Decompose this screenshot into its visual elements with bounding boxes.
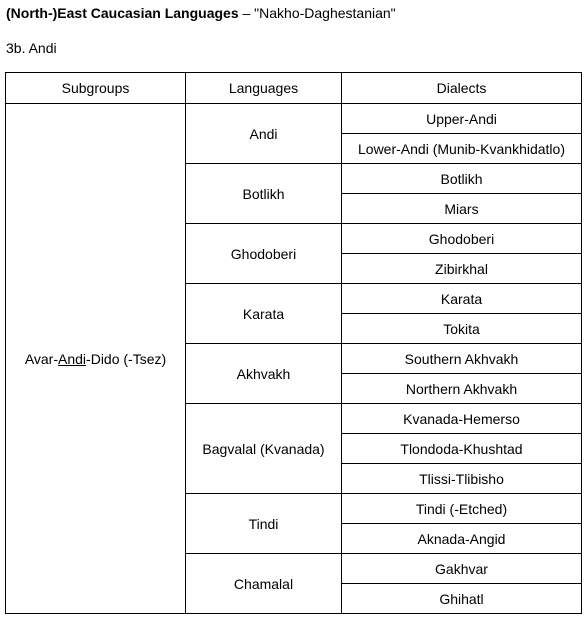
subgroup-text-before: Avar- [24,350,59,367]
dialect-cell: Botlikh [342,164,582,194]
header-subgroups: Subgroups [6,73,186,104]
heading-bold: (North-)East Caucasian Languages [6,5,239,21]
dialect-cell: Tlissi-Tlibisho [342,464,582,494]
dialect-cell: Upper-Andi [342,104,582,134]
section-subheading: 3b. Andi [6,40,57,56]
language-cell: Tindi [186,494,342,554]
language-cell: Akhvakh [186,344,342,404]
subgroup-text-underlined: Andi [58,350,87,367]
dialect-cell: Tokita [342,314,582,344]
language-cell: Chamalal [186,554,342,614]
dialect-cell: Lower-Andi (Munib-Kvankhidatlo) [342,134,582,164]
table-header-row [6,73,582,104]
language-table [5,72,582,614]
dialect-cell: Aknada-Angid [342,524,582,554]
dialect-cell: Miars [342,194,582,224]
header-languages: Languages [186,73,342,104]
language-cell: Botlikh [186,164,342,224]
dialect-cell: Tlondoda-Khushtad [342,434,582,464]
dialect-cell: Ghihatl [342,584,582,614]
page-heading [6,5,396,21]
dialect-cell: Kvanada-Hemerso [342,404,582,434]
dialect-cell: Gakhvar [342,554,582,584]
language-cell: Bagvalal (Kvanada) [186,404,342,494]
language-cell: Andi [186,104,342,164]
subgroup-text-after: -Dido (-Tsez) [86,350,167,367]
dialect-cell: Tindi (-Etched) [342,494,582,524]
dialect-cell: Southern Akhvakh [342,344,582,374]
dialect-cell: Zibirkhal [342,254,582,284]
language-cell: Karata [186,284,342,344]
language-cell: Ghodoberi [186,224,342,284]
table-row [6,104,582,134]
dialect-cell: Northern Akhvakh [342,374,582,404]
subgroup-cell [6,104,186,614]
dialect-cell: Ghodoberi [342,224,582,254]
dialect-cell: Karata [342,284,582,314]
heading-rest: – "Nakho-Daghestanian" [238,5,396,21]
header-dialects: Dialects [342,73,582,104]
table-body [6,104,582,614]
